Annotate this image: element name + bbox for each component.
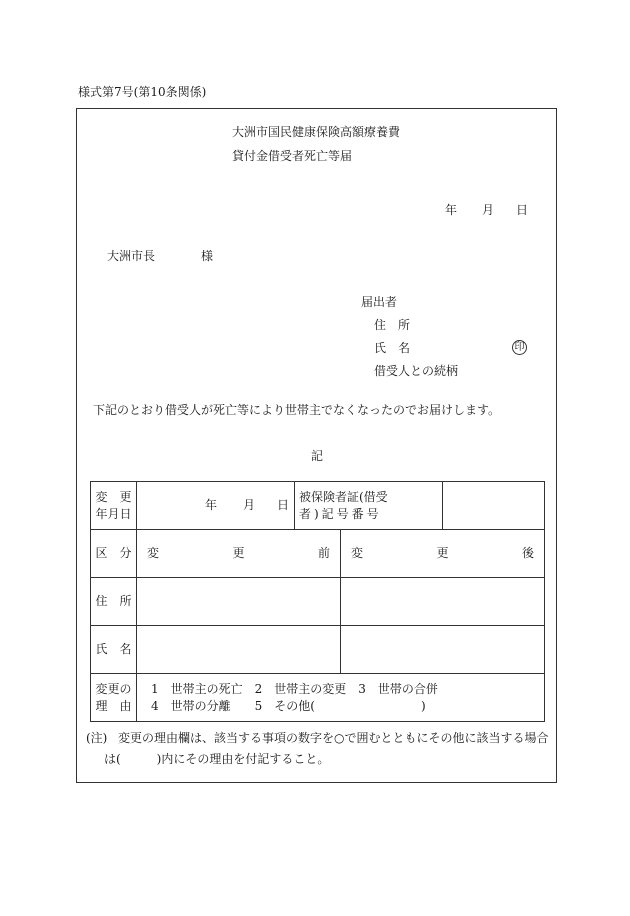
name-label-cell — [91, 626, 137, 674]
date-day: 日 — [516, 203, 529, 217]
after-label-char-3: 後 — [521, 546, 534, 561]
ki-heading: 記 — [311, 449, 324, 463]
note-label: (注) — [86, 731, 108, 745]
category-label: 区 分 — [95, 546, 132, 561]
after-label-char-1: 変 — [351, 546, 364, 561]
name-before-cell[interactable] — [137, 626, 341, 674]
addressee-honorific: 様 — [201, 249, 214, 263]
before-label-char-2: 更 — [232, 546, 245, 561]
category-label-cell — [91, 530, 137, 578]
change-date-value-cell[interactable] — [137, 482, 295, 530]
form-title-line1: 大洲市国民健康保険高額療養費 — [232, 125, 401, 139]
reason-options-cell[interactable] — [137, 674, 545, 722]
change-date-label-2: 年月日 — [95, 506, 132, 521]
applicant-relation-label: 借受人との続柄 — [374, 364, 459, 378]
name-after-cell[interactable] — [341, 626, 545, 674]
after-header-cell — [341, 530, 545, 578]
seal-mark — [512, 340, 527, 355]
form-title-line2: 貸付金借受者死亡等届 — [232, 149, 353, 163]
address-label-cell — [91, 578, 137, 626]
reason-label-2: 理 由 — [95, 698, 132, 713]
addressee-name: 大洲市長 — [107, 249, 156, 263]
row-name — [91, 626, 545, 674]
reason-other-close: ) — [421, 698, 426, 713]
before-label-char-1: 変 — [147, 546, 160, 561]
address-before-cell[interactable] — [137, 578, 341, 626]
address-label: 住 所 — [95, 594, 132, 609]
reason-options-line1: 1 世帯主の死亡 2 世帯主の変更 3 世帯の合併 — [151, 682, 438, 697]
change-date-label-1: 変 更 — [95, 490, 132, 505]
insurance-number-cell[interactable] — [443, 482, 545, 530]
date-month: 月 — [482, 203, 495, 217]
applicant-address-label: 住 所 — [374, 318, 411, 332]
before-header-cell — [137, 530, 341, 578]
row-address — [91, 578, 545, 626]
row-category — [91, 530, 545, 578]
after-label-char-2: 更 — [436, 546, 449, 561]
reason-options-line2: 4 世帯の分離 5 その他( — [151, 698, 315, 713]
applicant-heading: 届出者 — [361, 295, 398, 309]
insurance-label-1: 被保険者証(借受 — [299, 490, 388, 505]
row-change-date — [91, 482, 545, 530]
address-after-cell[interactable] — [341, 578, 545, 626]
change-date-label-cell — [91, 482, 137, 530]
insurance-label-cell — [295, 482, 443, 530]
before-label-char-3: 前 — [317, 546, 330, 561]
reason-label-cell — [91, 674, 137, 722]
note-line1: 変更の理由欄は、該当する事項の数字を○で囲むとともにその他に該当する場合 — [118, 731, 549, 745]
insurance-label-2: 者)記号番号 — [299, 506, 382, 521]
name-label: 氏 名 — [95, 642, 132, 657]
date-year: 年 — [445, 203, 458, 217]
change-date-month: 月 — [243, 498, 256, 512]
statement-text: 下記のとおり借受人が死亡等により世帯主でなくなったのでお届けします。 — [93, 403, 501, 417]
seal-label: 印 — [514, 341, 525, 353]
reason-label-1: 変更の — [95, 682, 132, 697]
change-date-year: 年 — [205, 498, 218, 512]
applicant-name-label: 氏 名 — [374, 341, 411, 355]
note-line2: は( )内にその理由を付記すること。 — [104, 752, 330, 766]
change-table — [90, 481, 545, 722]
row-reason — [91, 674, 545, 722]
form-number: 様式第7号(第10条関係) — [78, 85, 207, 99]
reason-options-line2-wrap — [151, 698, 544, 714]
change-date-day: 日 — [277, 498, 290, 512]
